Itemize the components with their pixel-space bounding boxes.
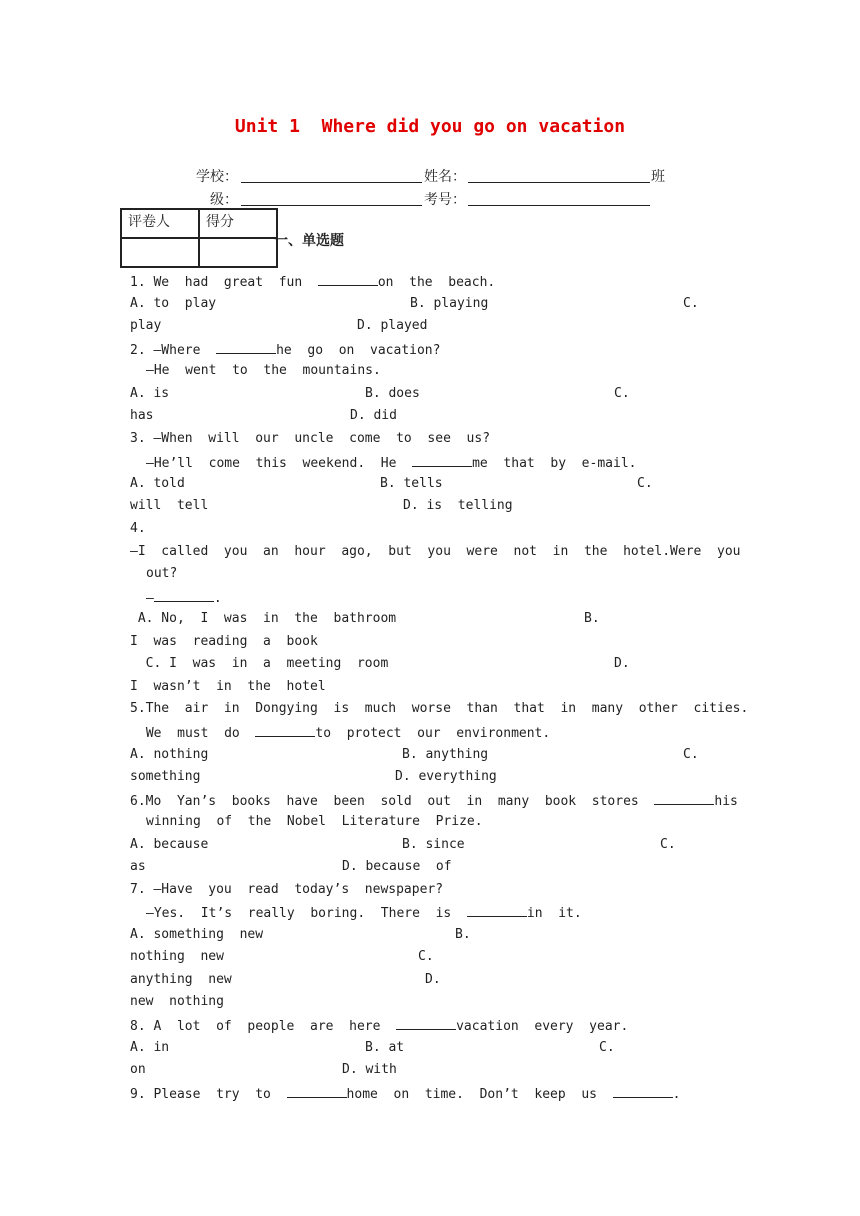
q7-blank[interactable]: [467, 904, 527, 917]
q8-option-b: B. at: [365, 1040, 405, 1055]
q9-period: .: [672, 1087, 681, 1102]
question-4-cont: out?: [146, 566, 178, 581]
q3-text: —He’ll come this weekend. He: [146, 456, 413, 471]
q3-option-b: B. tells: [380, 476, 443, 491]
q1-blank[interactable]: [318, 273, 378, 286]
school-label: 学校：: [196, 169, 238, 185]
question-8: [130, 1017, 628, 1035]
q3-blank[interactable]: [412, 454, 472, 467]
q7-text-end: in it.: [526, 906, 582, 921]
q2-option-b: B. does: [365, 386, 420, 401]
q1-option-d: D. played: [357, 318, 428, 333]
question-5: 5.The air in Dongying is much worse than that in many other cities.: [130, 701, 749, 716]
q9-blank-1[interactable]: [287, 1085, 347, 1098]
score-cell[interactable]: [199, 238, 277, 267]
q6-option-d: D. because of: [342, 859, 452, 874]
grader-cell[interactable]: [121, 238, 199, 267]
q7-option-c-label: C.: [418, 949, 434, 964]
q4-option-c: C. I was in a meeting room: [130, 656, 389, 671]
q3-option-a: A. told: [130, 476, 185, 491]
question-7: 7. —Have you read today’s newspaper?: [130, 882, 444, 897]
q6-text-end: his: [714, 794, 738, 809]
section-title: 一、单选题: [274, 233, 344, 249]
q3-text-end: me that by e-mail.: [472, 456, 637, 471]
q5-option-b: B. anything: [402, 747, 489, 762]
q6-option-a: A. because: [130, 837, 209, 852]
q5-text: We must do: [138, 726, 256, 741]
name-field[interactable]: [468, 182, 650, 183]
q7-option-b-text: nothing new: [130, 949, 224, 964]
q1-text: 1. We had great fun: [130, 275, 318, 290]
exam-number-label: 考号：: [424, 192, 466, 208]
q5-option-c-label: C.: [683, 747, 699, 762]
q5-option-a: A. nothing: [130, 747, 209, 762]
q2-option-a: A. is: [130, 386, 170, 401]
q6-option-c-text: as: [130, 859, 146, 874]
q2-answer-line: —He went to the mountains.: [146, 363, 381, 378]
q7-text: —Yes. It’s really boring. There is: [146, 906, 467, 921]
q9-blank-2[interactable]: [613, 1085, 673, 1098]
q8-text-end: vacation every year.: [456, 1019, 629, 1034]
q3-option-c-label: C.: [637, 476, 653, 491]
question-6-cont: winning of the Nobel Literature Prize.: [146, 814, 483, 829]
q4-dash: —: [146, 591, 154, 606]
q2-option-c-text: has: [130, 408, 154, 423]
class-label-part2: 级：: [210, 192, 238, 208]
q4-option-b-label: B.: [584, 611, 600, 626]
q4-option-d-text: I wasn’t in the hotel: [130, 679, 326, 694]
q4-option-a: A. No, I was in the bathroom: [130, 611, 397, 626]
q8-option-c-label: C.: [599, 1040, 615, 1055]
q5-option-c-text: something: [130, 769, 201, 784]
q7-option-b-label: B.: [455, 927, 471, 942]
q1-option-a: A. to play: [130, 296, 217, 311]
class-field[interactable]: [241, 205, 422, 206]
q6-option-b: B. since: [402, 837, 465, 852]
q6-option-c-label: C.: [660, 837, 676, 852]
q7-option-d-text: new nothing: [130, 994, 224, 1009]
q3-option-d: D. is telling: [403, 498, 513, 513]
q8-option-a: A. in: [130, 1040, 170, 1055]
score-header: 得分: [199, 209, 277, 238]
q7-option-a: A. something new: [130, 927, 264, 942]
q3-option-c-text: will tell: [130, 498, 209, 513]
q5-blank[interactable]: [255, 724, 315, 737]
q8-option-d: D. with: [342, 1062, 397, 1077]
q2-option-c-label: C.: [614, 386, 630, 401]
q2-option-d: D. did: [350, 408, 397, 423]
q1-option-c-label: C.: [683, 296, 699, 311]
question-4: —I called you an hour ago, but you were not in the hotel.Were you: [130, 544, 741, 559]
q7-answer-line: [146, 904, 582, 922]
q1-option-b: B. playing: [410, 296, 489, 311]
question-2: [130, 341, 440, 359]
question-5-cont: [138, 724, 550, 742]
question-1: [130, 273, 495, 291]
grader-header: 评卷人: [121, 209, 199, 238]
q8-option-c-text: on: [130, 1062, 146, 1077]
class-label-part1: 班: [651, 169, 665, 185]
q5-option-d: D. everything: [395, 769, 497, 784]
q7-option-d-label: D.: [425, 972, 441, 987]
q9-text-mid: home on time. Don’t keep us: [346, 1087, 613, 1102]
exam-number-field[interactable]: [468, 205, 650, 206]
q3-answer-line: [146, 454, 636, 472]
school-field[interactable]: [241, 182, 422, 183]
q7-option-c-text: anything new: [130, 972, 232, 987]
q9-text: 9. Please try to: [130, 1087, 287, 1102]
document-title: Unit 1 Where did you go on vacation: [234, 116, 626, 137]
question-4-number: 4.: [130, 521, 146, 536]
q4-period: .: [213, 591, 222, 606]
q2-blank[interactable]: [216, 341, 276, 354]
q6-text: 6.Mo Yan’s books have been sold out in many book stores: [130, 794, 655, 809]
q1-option-c-text: play: [130, 318, 162, 333]
q4-answer-line: [146, 589, 222, 607]
question-6: [130, 792, 738, 810]
q4-option-d-label: D.: [614, 656, 630, 671]
q4-option-b-text: I was reading a book: [130, 634, 318, 649]
name-label: 姓名：: [424, 169, 466, 185]
question-9: [130, 1085, 680, 1103]
q2-text: 2. —Where: [130, 343, 217, 358]
question-3: 3. —When will our uncle come to see us?: [130, 431, 491, 446]
q6-blank[interactable]: [654, 792, 714, 805]
q8-blank[interactable]: [396, 1017, 456, 1030]
q2-text-end: he go on vacation?: [276, 343, 441, 358]
q5-text-end: to protect our environment.: [315, 726, 551, 741]
q4-blank[interactable]: [154, 589, 214, 602]
q8-text: 8. A lot of people are here: [130, 1019, 397, 1034]
q1-text-end: on the beach.: [377, 275, 496, 290]
score-table: [120, 208, 278, 268]
